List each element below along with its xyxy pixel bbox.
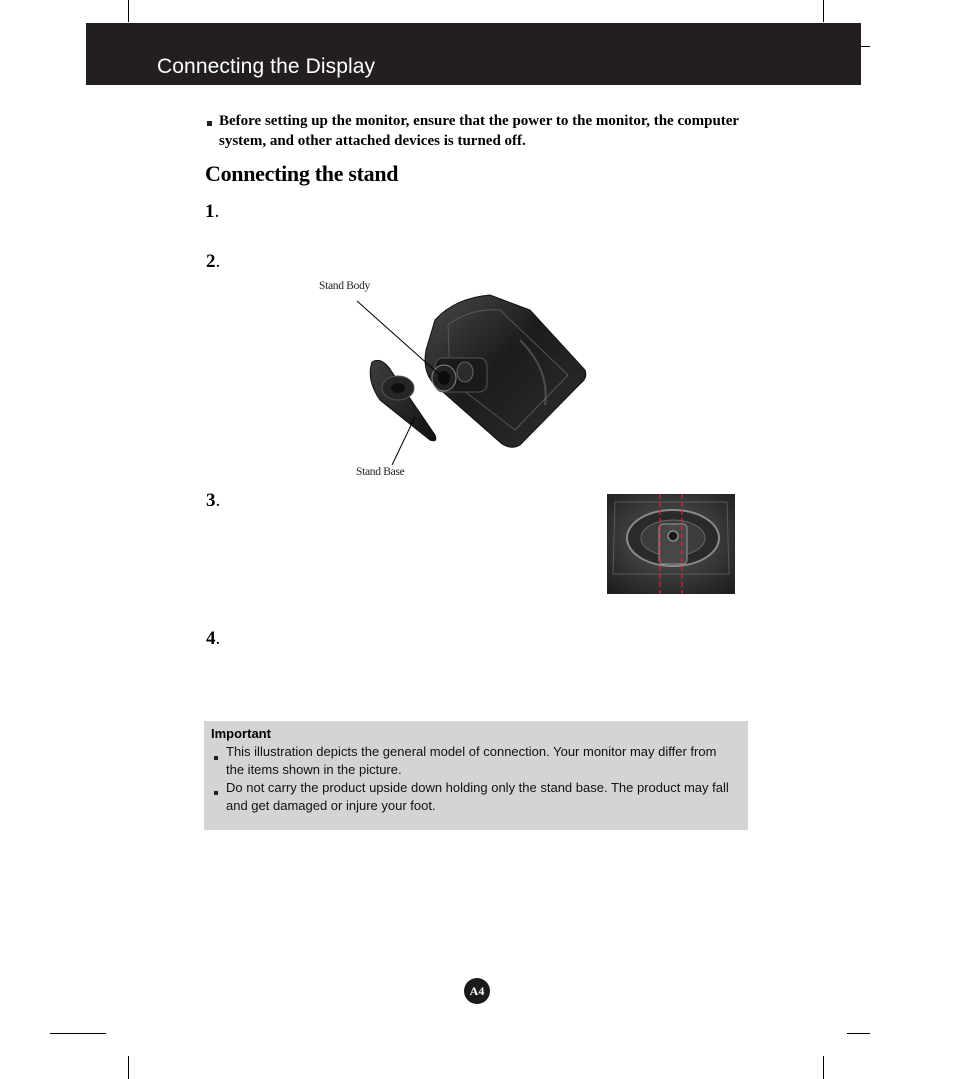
section-heading: Connecting the stand (205, 161, 399, 186)
stand-connection-photo (607, 494, 735, 594)
step-3-number (206, 490, 220, 512)
stand-base-label: Stand Base (356, 466, 405, 478)
step-number: 4 (206, 628, 216, 649)
step-4-number (206, 628, 220, 650)
step-dot: . (215, 490, 221, 511)
page-number-badge: A4 (464, 978, 490, 1004)
important-item: This illustration depicts the general model of connection. Your monitor may differ from the items shown in the picture. (226, 744, 717, 777)
crop-mark (128, 0, 129, 22)
important-title: Important (211, 726, 271, 741)
important-item: Do not carry the product upside down holding only the stand base. The product may fall and get damaged or injure your foot. (226, 780, 729, 813)
step-2-number (206, 251, 220, 273)
step-1-number (205, 201, 219, 223)
step-number: 1 (205, 201, 215, 222)
stand-assembly-illustration (340, 280, 600, 475)
step-number: 2 (206, 251, 216, 272)
crop-mark (847, 1033, 870, 1034)
bullet-icon (214, 791, 218, 795)
stand-body-label: Stand Body (319, 280, 370, 292)
crop-mark (823, 0, 824, 22)
bullet-icon (214, 756, 218, 760)
bullet-icon (207, 121, 212, 126)
step-dot: . (214, 201, 220, 222)
intro-warning: Before setting up the monitor, ensure that the power to the monitor, the computer system, and other attached devices is turned off. (219, 113, 739, 149)
step-number: 3 (206, 490, 216, 511)
crop-mark (50, 1033, 106, 1034)
step-dot: . (215, 251, 221, 272)
crop-mark (128, 1056, 129, 1079)
crop-mark (823, 1056, 824, 1079)
page-title: Connecting the Display (157, 55, 376, 78)
crop-mark (860, 46, 870, 47)
step-dot: . (215, 628, 221, 649)
